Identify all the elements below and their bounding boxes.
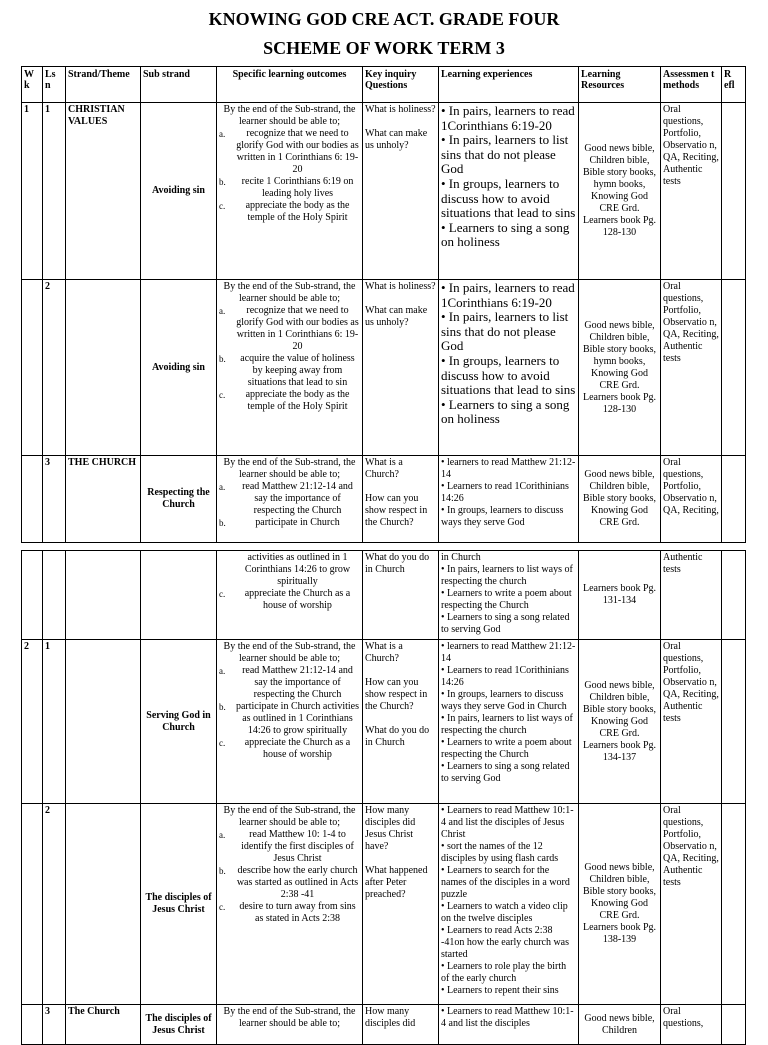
- col-header-lesson: Ls n: [43, 67, 66, 103]
- experience-item: • In groups, learners to discuss how to avoid situations that lead to sins: [441, 352, 576, 398]
- experience-item: • Learners to sing a song on holiness: [441, 219, 570, 250]
- resources-cell: Learners book Pg. 131-134: [579, 551, 661, 640]
- experience-item: • Learners to write a poem about respecting the Church: [441, 588, 572, 611]
- substrand-cell: Avoiding sin: [141, 103, 217, 280]
- table-row: [22, 1005, 746, 1045]
- col-header-resources: Learning Resources: [579, 67, 661, 103]
- inquiry-question: How many disciples did: [365, 1006, 416, 1029]
- inquiry-question: How can you show respect in the Church?: [365, 677, 428, 712]
- questions-cell: [363, 551, 439, 640]
- week-cell: [22, 804, 43, 1005]
- assessment-cell: Oral questions, Portfolio, Observatio n, QA, Reciting, Authentic tests: [661, 804, 722, 1005]
- resources-cell: Good news bible, Children bible, Bible story books, Knowing God CRE Grd.: [579, 456, 661, 543]
- assessment-cell: Authentic tests: [661, 551, 722, 640]
- inquiry-question: What is a Church?: [365, 457, 403, 480]
- outcome-item: [219, 517, 360, 529]
- outcome-text: recognize that we need to glorify God with our bodies as written in 1 Corinthians 6: 19-20: [236, 128, 359, 175]
- outcome-text: activities as outlined in 1 Corinthians 14:26 to grow spiritually: [244, 552, 351, 587]
- experience-item: • In pairs, learners to list sins that do not please God: [441, 132, 569, 177]
- experiences-cell: [439, 103, 579, 280]
- outcomes-list: [219, 305, 360, 413]
- questions-cell: [363, 103, 439, 280]
- reflection-cell: [722, 640, 746, 804]
- assessment-cell: Oral questions, Portfolio, Observatio n, QA, Reciting, Authentic tests: [661, 103, 722, 280]
- week-cell: [22, 551, 43, 640]
- col-header-reflection: R efl: [722, 67, 746, 103]
- experiences-cell: [439, 456, 579, 543]
- inquiry-question: What is holiness?: [365, 281, 436, 292]
- outcomes-cell: [217, 456, 363, 543]
- experience-item: • Learners to read 1Corithinians 14:26: [441, 665, 569, 688]
- strand-cell: [66, 640, 141, 804]
- lesson-cell: 1: [43, 103, 66, 280]
- strand-cell: The Church: [66, 1005, 141, 1045]
- outcome-text: appreciate the Church as a house of worship: [244, 588, 351, 611]
- lesson-cell: [43, 551, 66, 640]
- outcome-letter: c.: [219, 201, 226, 211]
- outcome-text: participate in Church activities as outlined in 1 Corinthians 14:26 to grow spiritually: [235, 701, 359, 736]
- experience-item: • learners to read Matthew 21:12-14: [441, 457, 576, 480]
- outcomes-cell: [217, 1005, 363, 1045]
- outcome-letter: a.: [219, 306, 226, 316]
- outcome-text: read Matthew 21:12-14 and say the importance of respecting the Church: [242, 665, 353, 700]
- week-cell: [22, 1005, 43, 1045]
- outcome-item: [219, 552, 360, 588]
- inquiry-question: What can make us unholy?: [365, 305, 428, 328]
- experience-item: in Church: [441, 552, 481, 563]
- assessment-cell: Oral questions, Portfolio, Observatio n, QA, Reciting,: [661, 456, 722, 543]
- experience-item: • In groups, learners to discuss ways they serve God: [441, 505, 564, 528]
- reflection-cell: [722, 280, 746, 456]
- outcomes-intro: By the end of the Sub-strand, the learner should be able to;: [223, 805, 356, 828]
- substrand-cell: The disciples of Jesus Christ: [141, 1005, 217, 1045]
- substrand-cell: The disciples of Jesus Christ: [141, 804, 217, 1005]
- reflection-cell: [722, 456, 746, 543]
- questions-cell: [363, 640, 439, 804]
- lesson-cell: 3: [43, 456, 66, 543]
- questions-cell: [363, 280, 439, 456]
- questions-cell: [363, 804, 439, 1005]
- questions-cell: [363, 1005, 439, 1045]
- outcomes-intro: By the end of the Sub-strand, the learner should be able to;: [223, 281, 356, 304]
- substrand-cell: Serving God in Church: [141, 640, 217, 804]
- scheme-table-page-2: [21, 550, 746, 1045]
- outcome-item: [219, 701, 360, 737]
- resources-cell: Good news bible, Children bible, Bible story books, hymn books, Knowing God CRE Grd. Learners book Pg. 128-130: [579, 280, 661, 456]
- resources-cell: Good news bible, Children: [579, 1005, 661, 1045]
- outcome-item: [219, 389, 360, 413]
- week-cell: 1: [22, 103, 43, 280]
- outcome-letter: c.: [219, 390, 226, 400]
- substrand-cell: Avoiding sin: [141, 280, 217, 456]
- reflection-cell: [722, 103, 746, 280]
- outcome-letter: b.: [219, 702, 226, 712]
- outcome-letter: a.: [219, 129, 226, 139]
- col-header-week: W k: [22, 67, 43, 103]
- strand-cell: CHRISTIAN VALUES: [66, 103, 141, 280]
- experience-item: • In pairs, learners to read 1Corinthians 6:19-20: [441, 280, 575, 310]
- reflection-cell: [722, 551, 746, 640]
- strand-cell: [66, 804, 141, 1005]
- outcome-item: [219, 865, 360, 901]
- lesson-cell: 2: [43, 280, 66, 456]
- outcome-item: [219, 737, 360, 761]
- week-cell: [22, 456, 43, 543]
- outcome-letter: c.: [219, 902, 226, 912]
- outcomes-list: [219, 552, 360, 612]
- outcome-letter: b.: [219, 518, 226, 528]
- table-row: [22, 804, 746, 1005]
- scheme-table-page-1: [21, 66, 746, 543]
- outcome-text: participate in Church: [255, 517, 340, 528]
- outcome-letter: b.: [219, 354, 226, 364]
- outcome-item: [219, 200, 360, 224]
- outcomes-list: [219, 665, 360, 761]
- experience-item: • Learners to read Acts 2:38 -41on how the early church was started: [441, 925, 570, 960]
- assessment-cell: Oral questions, Portfolio, Observatio n, QA, Reciting, Authentic tests: [661, 280, 722, 456]
- inquiry-question: How can you show respect in the Church?: [365, 493, 428, 528]
- outcomes-list: [219, 829, 360, 925]
- outcome-item: [219, 128, 360, 176]
- experience-item: • Learners to sing a song on holiness: [441, 396, 570, 427]
- outcome-text: recite 1 Corinthians 6:19 on leading holy lives: [241, 176, 354, 199]
- outcome-text: read Matthew 10: 1-4 to identify the first disciples of Jesus Christ: [241, 829, 354, 864]
- experience-item: • Learners to watch a video clip on the twelve disciples: [441, 901, 568, 924]
- strand-cell: [66, 280, 141, 456]
- outcome-item: [219, 353, 360, 389]
- experiences-cell: [439, 1005, 579, 1045]
- outcome-text: recognize that we need to glorify God with our bodies as written in 1 Corinthians 6: 19-20: [236, 305, 359, 352]
- inquiry-question: What happened after Peter preached?: [365, 865, 428, 900]
- resources-cell: Good news bible, Children bible, Bible story books, hymn books, Knowing God CRE Grd. Learners book Pg. 128-130: [579, 103, 661, 280]
- lesson-cell: 1: [43, 640, 66, 804]
- outcomes-cell: [217, 804, 363, 1005]
- strand-cell: THE CHURCH: [66, 456, 141, 543]
- experience-item: • Learners to sing a song related to serving God: [441, 612, 570, 635]
- inquiry-question: What is a Church?: [365, 641, 403, 664]
- experience-item: • Learners to read Matthew 10:1-4 and list the disciples of Jesus Christ: [441, 805, 574, 840]
- experience-item: • In pairs, learners to list ways of respecting the church: [441, 564, 573, 587]
- inquiry-question: How many disciples did Jesus Christ have?: [365, 805, 416, 852]
- table-row: [22, 551, 746, 640]
- outcomes-cell: [217, 103, 363, 280]
- lesson-cell: 2: [43, 804, 66, 1005]
- lesson-cell: 3: [43, 1005, 66, 1045]
- experience-item: • In groups, learners to discuss how to avoid situations that lead to sins: [441, 175, 576, 221]
- strand-cell: [66, 551, 141, 640]
- outcomes-intro: By the end of the Sub-strand, the learner should be able to;: [223, 641, 356, 664]
- experience-item: • In pairs, learners to read 1Corinthians 6:19-20: [441, 103, 575, 133]
- inquiry-question: What do you do in Church: [365, 725, 430, 748]
- experience-item: • Learners to write a poem about respecting the Church: [441, 737, 572, 760]
- experience-item: • In pairs, learners to list sins that do not please God: [441, 309, 569, 354]
- table-row: [22, 280, 746, 456]
- outcome-letter: b.: [219, 177, 226, 187]
- outcomes-intro: By the end of the Sub-strand, the learner should be able to;: [223, 104, 356, 127]
- outcome-letter: a.: [219, 830, 226, 840]
- resources-cell: Good news bible, Children bible, Bible story books, Knowing God CRE Grd. Learners book Pg. 138-139: [579, 804, 661, 1005]
- col-header-substrand: Sub strand: [141, 67, 217, 103]
- outcomes-list: [219, 481, 360, 529]
- table-row: [22, 103, 746, 280]
- experience-item: • sort the names of the 12 disciples by using flash cards: [441, 841, 559, 864]
- substrand-cell: [141, 551, 217, 640]
- document-subtitle: SCHEME OF WORK TERM 3: [263, 38, 505, 58]
- outcome-text: appreciate the body as the temple of the Holy Spirit: [245, 389, 350, 412]
- substrand-cell: Respecting the Church: [141, 456, 217, 543]
- col-header-outcomes: Specific learning outcomes: [217, 67, 363, 103]
- questions-cell: [363, 456, 439, 543]
- reflection-cell: [722, 1005, 746, 1045]
- outcome-letter: c.: [219, 738, 226, 748]
- outcome-item: [219, 176, 360, 200]
- reflection-cell: [722, 804, 746, 1005]
- outcome-text: appreciate the Church as a house of worship: [244, 737, 351, 760]
- outcome-item: [219, 305, 360, 353]
- outcome-text: describe how the early church was started as outlined in Acts 2:38 -41: [236, 865, 359, 900]
- experience-item: • Learners to search for the names of the disciples in a word puzzle: [441, 865, 570, 900]
- col-header-experiences: Learning experiences: [439, 67, 579, 103]
- experience-item: • learners to read Matthew 21:12-14: [441, 641, 576, 664]
- outcome-text: acquire the value of holiness by keeping away from situations that lead to sin: [240, 353, 355, 388]
- experiences-cell: [439, 804, 579, 1005]
- outcome-item: [219, 481, 360, 517]
- outcome-text: read Matthew 21:12-14 and say the importance of respecting the Church: [242, 481, 353, 516]
- table-row: [22, 456, 746, 543]
- experience-item: • Learners to read Matthew 10:1-4 and list the disciples: [441, 1006, 574, 1029]
- experience-item: • Learners to read 1Corithinians 14:26: [441, 481, 569, 504]
- experience-item: • Learners to sing a song related to serving God: [441, 761, 570, 784]
- outcomes-list: [219, 128, 360, 224]
- outcome-text: desire to turn away from sins as stated in Acts 2:38: [239, 901, 356, 924]
- inquiry-question: What is holiness?: [365, 104, 436, 115]
- assessment-cell: Oral questions, Portfolio, Observatio n, QA, Reciting, Authentic tests: [661, 640, 722, 804]
- assessment-cell: Oral questions,: [661, 1005, 722, 1045]
- outcome-letter: c.: [219, 589, 226, 599]
- document-title: KNOWING GOD CRE ACT. GRADE FOUR: [208, 9, 560, 29]
- outcomes-cell: [217, 551, 363, 640]
- table-row: [22, 640, 746, 804]
- experience-item: • Learners to role play the birth of the early church: [441, 961, 567, 984]
- col-header-strand: Strand/Theme: [66, 67, 141, 103]
- outcome-item: [219, 829, 360, 865]
- inquiry-question: What can make us unholy?: [365, 128, 428, 151]
- inquiry-question: What do you do in Church: [365, 552, 430, 575]
- outcomes-intro: By the end of the Sub-strand, the learner should be able to;: [223, 1006, 356, 1029]
- outcome-letter: a.: [219, 482, 226, 492]
- experience-item: • In pairs, learners to list ways of respecting the church: [441, 713, 573, 736]
- outcome-letter: a.: [219, 666, 226, 676]
- experiences-cell: [439, 280, 579, 456]
- outcome-letter: b.: [219, 866, 226, 876]
- outcomes-cell: [217, 280, 363, 456]
- outcome-item: [219, 665, 360, 701]
- experiences-cell: [439, 551, 579, 640]
- outcome-item: [219, 901, 360, 925]
- outcome-text: appreciate the body as the temple of the Holy Spirit: [245, 200, 350, 223]
- experiences-cell: [439, 640, 579, 804]
- outcome-item: [219, 588, 360, 612]
- experience-item: • In groups, learners to discuss ways they serve God in Church: [441, 689, 567, 712]
- experience-item: • Learners to repent their sins: [441, 985, 559, 996]
- outcomes-intro: By the end of the Sub-strand, the learner should be able to;: [223, 457, 356, 480]
- resources-cell: Good news bible, Children bible, Bible story books, Knowing God CRE Grd. Learners book Pg. 134-137: [579, 640, 661, 804]
- col-header-assessment: Assessmen t methods: [661, 67, 722, 103]
- col-header-questions: Key inquiry Questions: [363, 67, 439, 103]
- week-cell: [22, 280, 43, 456]
- week-cell: 2: [22, 640, 43, 804]
- outcomes-cell: [217, 640, 363, 804]
